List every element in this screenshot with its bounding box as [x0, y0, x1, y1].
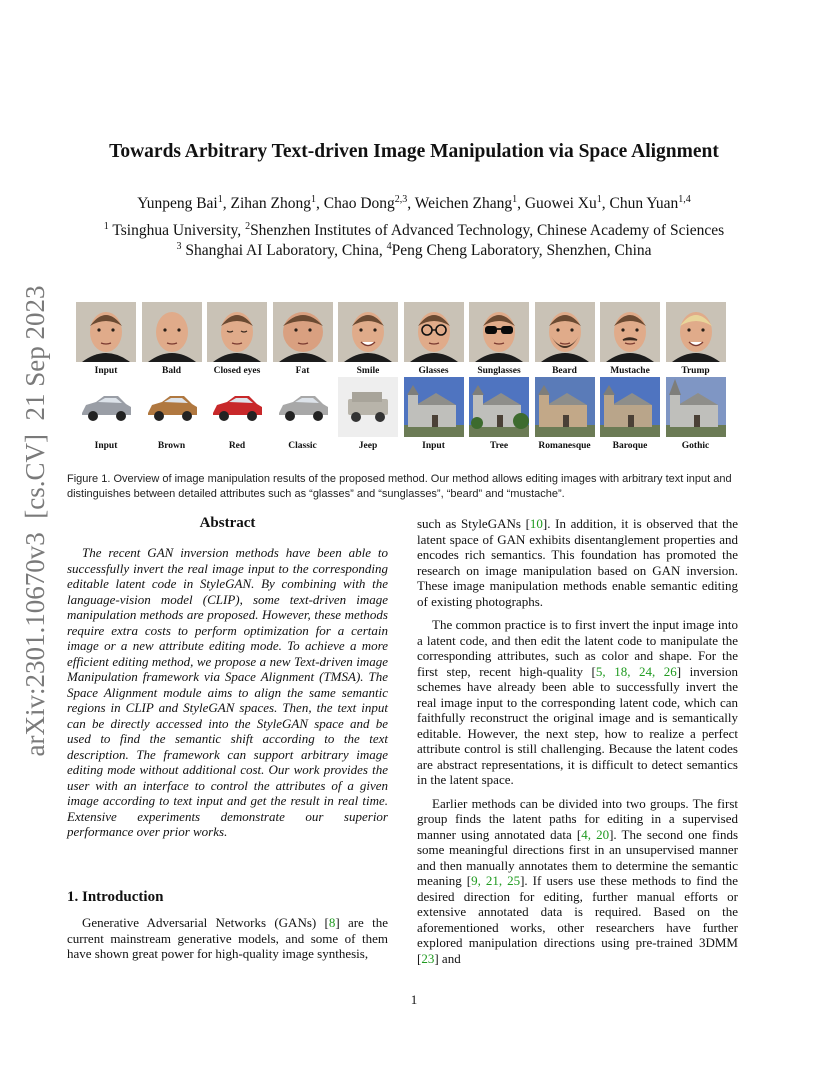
figure-label: Bald	[161, 366, 181, 376]
face-thumbnail	[469, 302, 529, 362]
figure-label: Trump	[681, 366, 710, 376]
church-thumbnail	[469, 377, 529, 437]
face-thumbnail	[600, 302, 660, 362]
paper-title: Towards Arbitrary Text-driven Image Manipulation via Space Alignment	[109, 141, 719, 162]
citation-link[interactable]: 9, 21, 25	[471, 873, 521, 888]
author-3: Weichen Zhang$^1$,	[414, 194, 525, 212]
face-thumbnail	[76, 302, 136, 362]
face-thumbnail	[142, 302, 202, 362]
author-4: Guowei Xu$^1$,	[524, 194, 610, 212]
citation-link[interactable]: 5, 18, 24, 26	[595, 663, 677, 679]
figure-label: Gothic	[681, 441, 710, 451]
figure-label: Closed eyes	[213, 366, 261, 376]
right-paragraph-0: such as StyleGANs [10]. In addition, it is observed that the latent space of GAN exhibits disentanglement properties and encodes rich semantics. This foundation has promoted the research on image manipulation based on GAN inversion. These image manipulation methods enable semantic editing of existing photographs.	[417, 516, 738, 609]
author-list	[0, 195, 828, 213]
affiliation-line-2: $^3$ Shanghai AI Laboratory, China, $^4$Peng Cheng Laboratory, Shenzhen, China	[176, 241, 652, 259]
intro-paragraph-1: Generative Adversarial Networks (GANs) [8] are the current mainstream generative models, and some of them have shown great power for high-quality image synthesis,	[67, 915, 388, 961]
figure-label: Baroque	[612, 441, 648, 451]
figure-label: Input	[94, 366, 118, 376]
car-thumbnail	[338, 377, 398, 437]
face-thumbnail	[273, 302, 333, 362]
arxiv-identifier	[14, 284, 54, 759]
car-thumbnail	[76, 377, 136, 437]
face-thumbnail	[338, 302, 398, 362]
figure-label: Red	[228, 441, 246, 451]
affiliation-line-1: $^1$ Tsinghua University, $^2$Shenzhen Institutes of Advanced Technology, Chinese Academy of Sciences	[103, 221, 725, 239]
church-thumbnail	[404, 377, 464, 437]
figure-label: Romanesque	[538, 441, 591, 451]
face-thumbnail	[666, 302, 726, 362]
figure-label: Tree	[489, 441, 509, 451]
church-thumbnail	[600, 377, 660, 437]
author-1: Zihan Zhong$^1$,	[230, 194, 324, 212]
car-thumbnail	[142, 377, 202, 437]
abstract-body	[67, 545, 388, 848]
figure-label: Fat	[295, 366, 310, 376]
figure-label: Glasses	[418, 366, 449, 376]
figure-caption: Figure 1. Overview of image manipulation results of the proposed method. Our method allows editing images with arbitrary text input and distinguishes between detailed attributes such as “glasses” and “sunglasses”, “beard” and “mustache”.	[67, 473, 732, 500]
figure-label: Smile	[356, 366, 380, 376]
face-thumbnail	[535, 302, 595, 362]
page-number: 1	[410, 992, 418, 1007]
figure-label: Beard	[552, 366, 577, 376]
abstract-heading: Abstract	[199, 515, 256, 531]
citation-link[interactable]: 23	[421, 950, 435, 966]
citation-link[interactable]: 10	[529, 516, 543, 531]
car-thumbnail	[273, 377, 333, 437]
author-2: Chao Dong$^{2,3}$,	[323, 194, 415, 212]
car-thumbnail	[207, 377, 267, 437]
figure-label: Input	[94, 441, 118, 451]
church-thumbnail	[535, 377, 595, 437]
church-thumbnail	[666, 377, 726, 437]
abstract-text: The recent GAN inversion methods have been able to successfully invert the real image input to the corresponding editable latent code in StyleGAN. By combining with the language-vision model (CLIP), some text-driven image manipulation methods are proposed. However, these methods require extra costs to perform optimization for a certain image or a new attribute editing mode. To achieve a more efficient editing method, we propose a new Text-driven image Manipulation framework via Space Alignment (TMSA). The Space Alignment module aims to align the same semantic regions in CLIP and StyleGAN spaces. Then, the text input can be directly accessed into the StyleGAN space and be used to find the semantic shift according to the text description. The framework can support arbitrary image editing mode without additional cost. Our work provides the user with an interface to control the attributes of a given image according to text input and get the result in real time. Extensive experiments demonstrate our superior performance over prior works.	[67, 545, 388, 839]
figure-label: Brown	[157, 441, 186, 451]
figure-label: Jeep	[358, 441, 378, 451]
intro-heading: 1. Introduction	[67, 889, 164, 905]
figure-1	[76, 302, 730, 454]
right-paragraph-1: The common practice is to first invert the input image into a latent code, and then edit the latent code to manipulate the corresponding attributes, such as color and shape. For the first step, recent high-quality [5, 18, 24, 26] inversion schemes have already been able to successfully invert the real image input to the corresponding latent code, which can faithfully reconstruct the original image and is semantically editable. However, the next step, how to realize a perfect attribute control is still challenging. Because the latent codes are abstract representations, it is difficult to detect semantics in the latent space.	[417, 617, 739, 787]
author-5: Chun Yuan$^{1,4}$	[609, 194, 691, 212]
citation-link[interactable]: 4, 20	[581, 826, 610, 842]
arxiv-identifier-text: arXiv:2301.10670v3 [cs.CV] 21 Sep 2023	[20, 285, 50, 757]
right-paragraph-2: Earlier methods can be divided into two groups. The first group finds the latent paths for editing in a supervised manner using annotated data [4, 20]. The second one finds some meaningful directions first in an unsupervised manner and then manually annotates them to determine the semantic meaning [9, 21, 25]. If users use these methods to find the desired direction for editing, further manual efforts or extensive annotated data is required. Based on the aforementioned works, other researchers have further explored manipulation directions using pre-trained 3DMM [23] and	[417, 795, 739, 966]
intro-body	[67, 915, 388, 970]
right-column	[417, 516, 738, 974]
figure-label: Input	[422, 441, 445, 451]
face-thumbnail	[207, 302, 267, 362]
figure-label: Sunglasses	[477, 366, 521, 376]
citation-link[interactable]: 8	[328, 915, 336, 930]
author-0: Yunpeng Bai$^1$,	[137, 194, 231, 212]
face-thumbnail	[404, 302, 464, 362]
figure-label: Mustache	[610, 366, 650, 376]
figure-label: Classic	[288, 441, 317, 451]
